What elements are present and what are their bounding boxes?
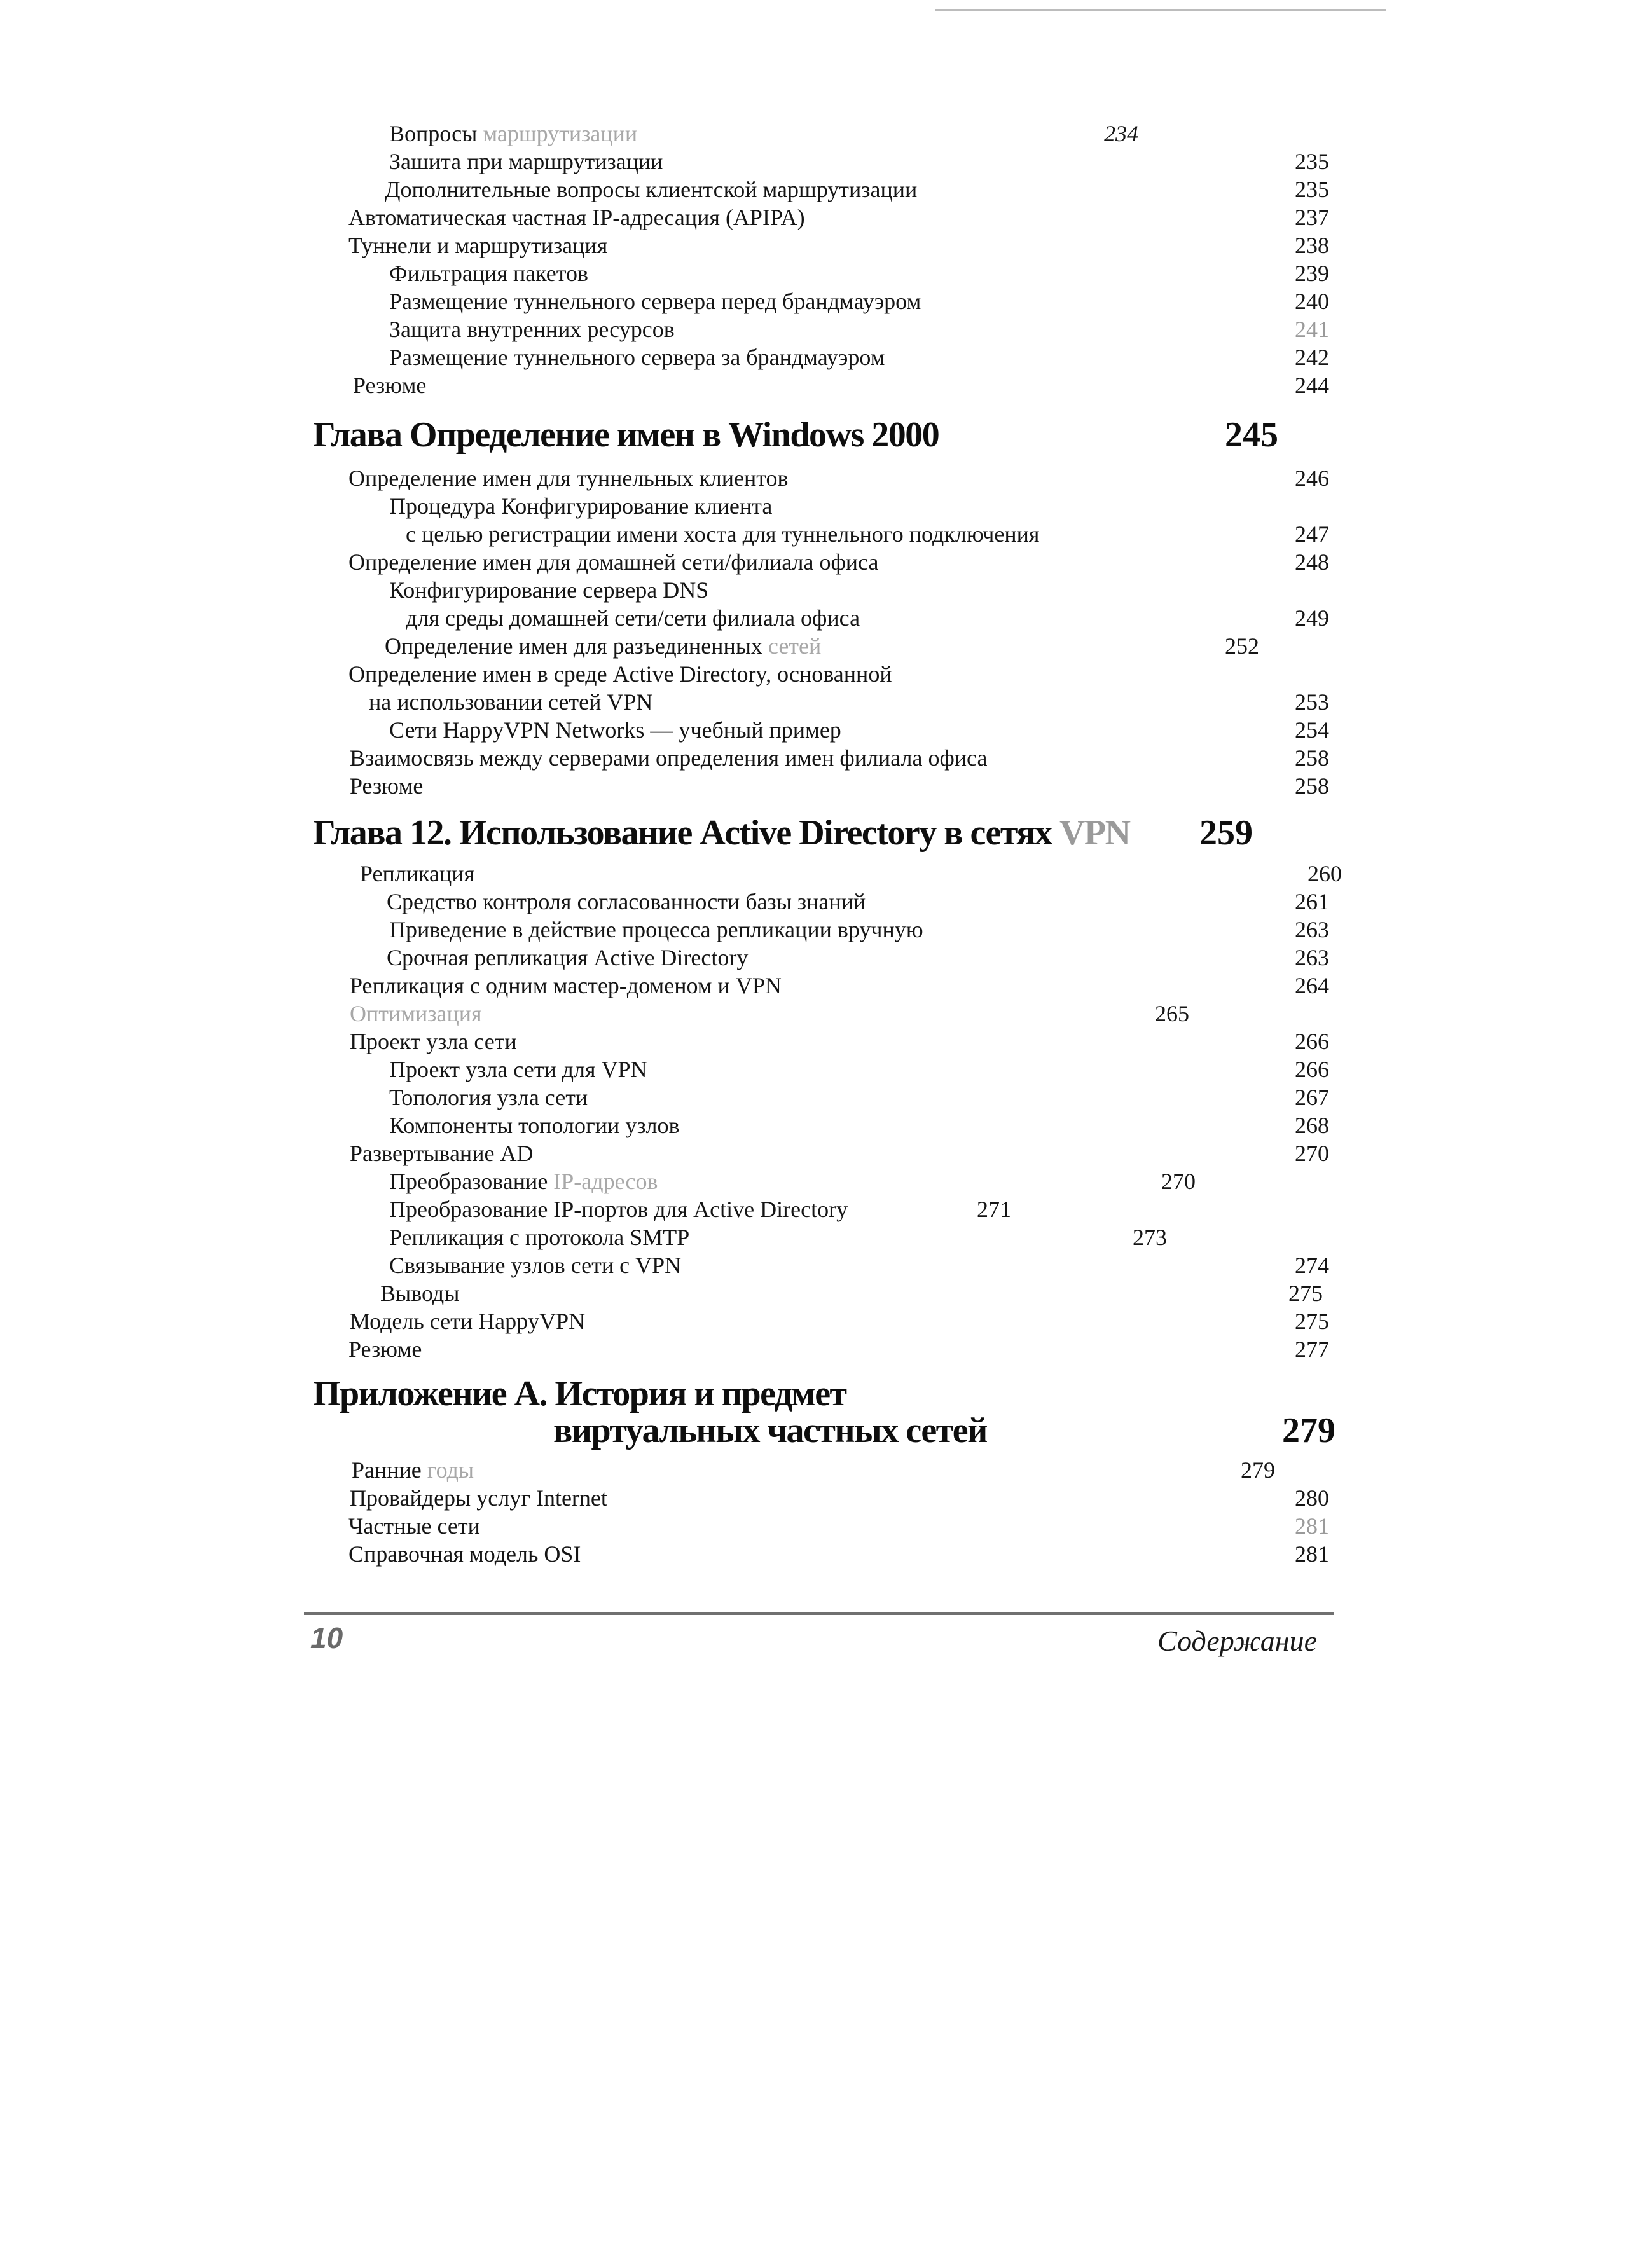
toc-page-number: 239 <box>1295 261 1329 286</box>
toc-page-number: 274 <box>1295 1253 1329 1278</box>
toc-page-number: 266 <box>1295 1029 1329 1054</box>
toc-page-number: 263 <box>1295 945 1329 970</box>
toc-page-number: 235 <box>1295 177 1329 202</box>
toc-page-number: 275 <box>1295 1309 1329 1334</box>
toc-page-number: 265 <box>1155 1001 1189 1026</box>
book-page: Вопросы маршрутизации 234 Зашита при маршрутизации 235 Дополнительные вопросы клиентской маршрутизации 235 Автоматическая частная IP-адресация (APIPA) 237 Туннели и маршрутизация 238 Фильтрация пакетов 239 Размещение туннельного сервера перед брандмауэром 240 Защита внутренних ресурсов 241 Размещение туннельного сервера за брандмауэром 242 Резюме 244 Глава Определение имен в Windows 2000 245 Определение имен для туннельных клиентов 246 Процедура Конфигурирование клиента с целью регистрации имени хоста для туннельного подключения 247 Определение имен для домашней сети/филиала офиса 248 Конфигурирование сервера DNS для среды домашней сети/сети филиала офиса 249 Определение имен для разъединенных сетей 252 Определение имен в среде Active Directory, основанной на использовании сетей VPN 253 Сети HappyVPN Networks — учебный пример 254 Взаимосвязь между серверами определения имен филиала офиса 258 Резюме 258 Глава 12. Использование Active Directory в сетях VPN 259 Репликация 260 Средство контроля согласованности базы знаний 261 Приведение в действие процесса репликации вручную 263 Срочная репликация Active Directory 263 Репликация с одним мастер-доменом и VPN 264 Оптимизация 265 Проект узла сети 266 Проект узла сети для VPN 266 Топология узла сети 267 Компоненты топологии узлов 268 Развертывание AD 270 Преобразование IP-адресов 270 Преобразование IP-портов для Active Directory 271 Репликация с протокола SMTP 273 Связывание узлов сети с VPN 274 Выводы 275 Модель сети HappyVPN 275 Резюме 277 Приложение А. История и предмет виртуальных частных сетей 279 Ранние годы 279 Провайдеры услуг Internet 280 Частные сети 281 Справочная модель OSI 281 10 Содержание <box>0 0 1635 2268</box>
toc-page-number: 253 <box>1295 689 1329 715</box>
footer-section-title: Содержание <box>1157 1625 1317 1657</box>
toc-page-number: 270 <box>1295 1141 1329 1166</box>
toc-page-number: 268 <box>1295 1113 1329 1138</box>
appendix-heading-line2[interactable]: виртуальных частных сетей <box>553 1411 987 1450</box>
toc-page-number: 254 <box>1295 717 1329 743</box>
toc-page-number: 248 <box>1295 549 1329 575</box>
toc-page-number: 237 <box>1295 205 1329 230</box>
toc-page-number: 264 <box>1295 973 1329 998</box>
toc-page-number: 273 <box>1133 1225 1167 1250</box>
toc-page-number: 275 <box>1288 1281 1323 1306</box>
footer-page-number: 10 <box>310 1621 343 1654</box>
toc-page-number: 240 <box>1295 289 1329 314</box>
toc-page-number: 277 <box>1295 1337 1329 1362</box>
chapter-heading[interactable]: Глава Определение имен в Windows 2000 <box>313 415 939 455</box>
footer-rule <box>304 1612 1334 1615</box>
toc-page-number: 261 <box>1295 889 1329 914</box>
toc-page-number: 258 <box>1295 773 1329 799</box>
toc-page-number: 249 <box>1295 605 1329 631</box>
toc-page-number: 270 <box>1161 1169 1196 1194</box>
toc-page-number: 242 <box>1295 345 1329 370</box>
toc-page-number: 263 <box>1295 917 1329 942</box>
toc-page-number: 235 <box>1295 149 1329 174</box>
toc-page-number: 238 <box>1295 233 1329 258</box>
toc-page-number: 260 <box>1307 861 1342 886</box>
top-rule <box>935 9 1386 11</box>
toc-page-number: 244 <box>1295 373 1329 398</box>
toc-page-number: 247 <box>1295 521 1329 547</box>
toc-page-number: 279 <box>1241 1457 1275 1483</box>
appendix-heading[interactable]: Приложение А. История и предмет <box>313 1374 846 1413</box>
toc-page-number: 266 <box>1295 1057 1329 1082</box>
toc-page-number: 280 <box>1295 1485 1329 1511</box>
toc-page-number: 258 <box>1295 745 1329 771</box>
toc-page-number: 246 <box>1295 465 1329 491</box>
toc-page-number: 252 <box>1225 633 1259 659</box>
toc-page-number: 271 <box>977 1197 1011 1222</box>
chapter-page-number: 279 <box>1282 1411 1335 1450</box>
toc-page-number: 241 <box>1295 317 1329 342</box>
toc-page-number: 234 <box>1104 121 1138 146</box>
chapter-page-number: 245 <box>1225 415 1278 455</box>
chapter-heading[interactable]: Глава 12. Использование Active Directory в сетях VPN <box>313 813 1130 853</box>
toc-page-number: 267 <box>1295 1085 1329 1110</box>
toc-page-number: 281 <box>1295 1513 1329 1539</box>
chapter-page-number: 259 <box>1199 813 1253 853</box>
toc-page-number: 281 <box>1295 1541 1329 1567</box>
